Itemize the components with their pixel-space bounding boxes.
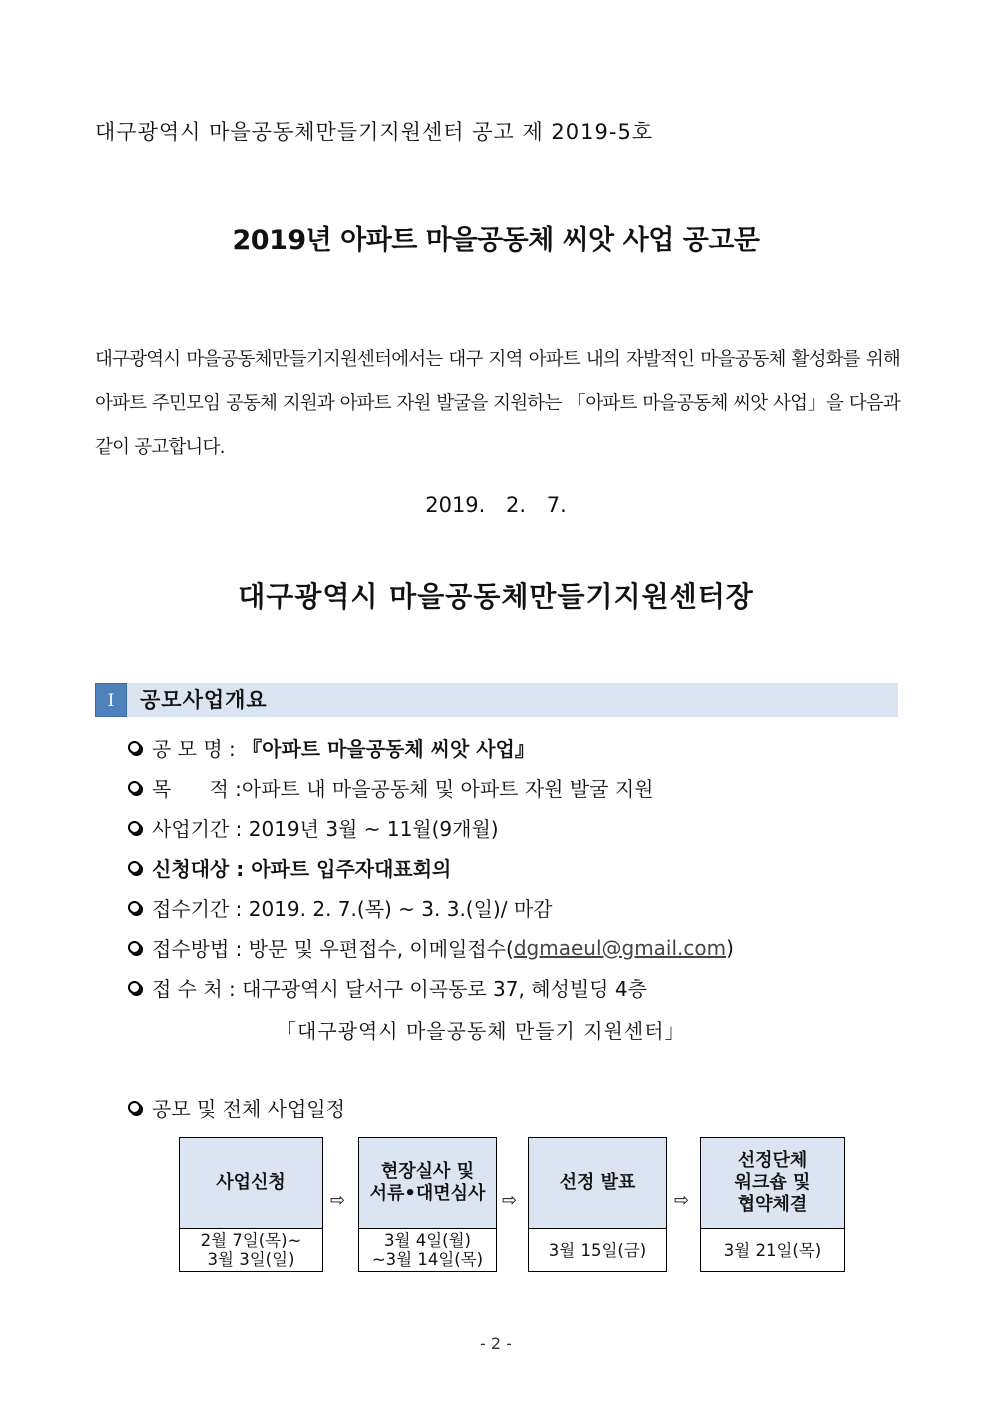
item-purpose (128, 773, 653, 802)
item-label: 사업기간 : (152, 817, 243, 841)
item-value: 『아파트 마을공동체 씨앗 사업』 (242, 737, 535, 761)
schedule-stage-review (358, 1137, 497, 1272)
item-label: 접수기간 : (152, 897, 243, 921)
right-arrow-icon: ⇨ (502, 1190, 518, 1211)
stage-date: 3월 15일(금) (548, 1240, 647, 1260)
stage-date: 3월 21일(목) (723, 1240, 822, 1260)
item-label: 접수방법 : (152, 937, 243, 961)
item-value: 아파트 입주자대표회의 (251, 857, 452, 881)
stage-title: 선정단체 워크숍 및 협약체결 (701, 1138, 844, 1229)
schedule-stage-workshop (700, 1137, 845, 1272)
section-label: 공모사업개요 (140, 688, 268, 712)
notice-date: 2019. 2. 7. (425, 493, 567, 517)
item-value: 2019. 2. 7.(목) ~ 3. 3.(일)/ 마감 (248, 897, 553, 921)
stage-date: 3월 4일(월) ~3월 14일(목) (371, 1231, 484, 1269)
item-label: 접 수 처 : (152, 977, 236, 1001)
circle-bullet-icon (128, 821, 141, 834)
item-period (128, 813, 499, 842)
schedule-stage-announcement (528, 1137, 667, 1272)
notice-number: 대구광역시 마을공동체만들기지원센터 공고 제 2019-5호 (95, 120, 654, 144)
section-heading (95, 683, 898, 717)
item-place-line2: 「대구광역시 마을공동체 만들기 지원센터」 (276, 1019, 686, 1043)
issuer-title: 대구광역시 마을공동체만들기지원센터장 (238, 580, 754, 613)
email-link[interactable]: dgmaeul@gmail.com (513, 935, 727, 960)
stage-title: 선정 발표 (529, 1138, 666, 1229)
circle-bullet-icon (128, 781, 141, 794)
right-arrow-icon: ⇨ (330, 1190, 346, 1211)
right-arrow-icon: ⇨ (674, 1190, 690, 1211)
stage-title: 현장실사 및 서류•대면심사 (359, 1138, 496, 1229)
item-value: 대구광역시 달서구 이곡동로 37, 혜성빌딩 4층 (242, 977, 647, 1001)
circle-bullet-icon (128, 941, 141, 954)
item-value-close: ) (726, 935, 734, 960)
intro-paragraph: 대구광역시 마을공동체만들기지원센터에서는 대구 지역 아파트 내의 자발적인 마을공동체 활성화를 위해 아파트 주민모임 공동체 지원과 아파트 자원 발굴을 지원하는 「아파트 마을공동체 씨앗 사업」을 다음과 같이 공고합니다. (95, 349, 900, 458)
item-value: 방문 및 우편접수, 이메일접수( (248, 937, 514, 961)
schedule-stage-application (179, 1137, 323, 1272)
item-label: 공 모 명 : (152, 737, 236, 761)
stage-title: 사업신청 (180, 1138, 322, 1229)
circle-bullet-icon (128, 981, 141, 994)
document-title: 2019년 아파트 마을공동체 씨앗 사업 공고문 (232, 225, 760, 256)
item-method (128, 933, 734, 962)
item-contest-name (128, 733, 535, 762)
item-label: 신청대상 : (152, 857, 245, 881)
section-number: I (95, 683, 127, 717)
circle-bullet-icon (128, 741, 141, 754)
item-value: 아파트 내 마을공동체 및 아파트 자원 발굴 지원 (241, 777, 654, 801)
item-reception-period (128, 893, 552, 922)
page-number: - 2 - (480, 1334, 512, 1353)
item-schedule-label (128, 1093, 345, 1122)
item-value: 2019년 3월 ~ 11월(9개월) (248, 817, 499, 841)
item-place (128, 973, 647, 1002)
item-label: 공모 및 전체 사업일정 (152, 1097, 345, 1121)
item-label: 목 적 : (152, 777, 242, 801)
circle-bullet-icon (128, 861, 141, 874)
circle-bullet-icon (128, 901, 141, 914)
circle-bullet-icon (128, 1101, 141, 1114)
item-target (128, 853, 451, 882)
stage-date: 2월 7일(목)~ 3월 3일(일) (200, 1231, 302, 1269)
